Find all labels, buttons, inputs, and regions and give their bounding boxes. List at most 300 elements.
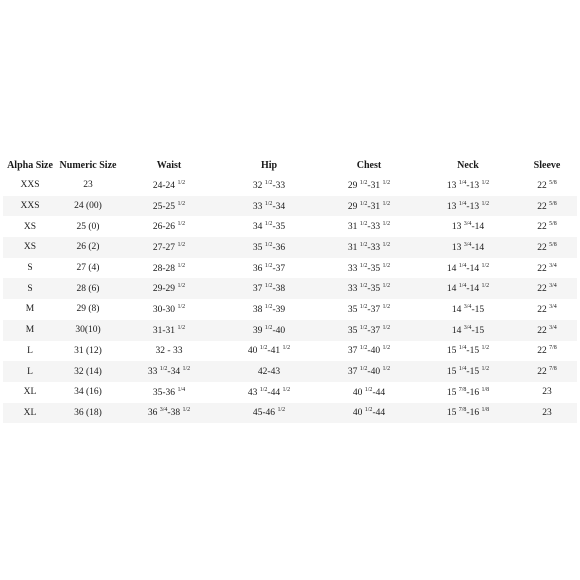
fraction-text: 1/2 [359, 366, 368, 373]
fraction-text: 5/8 [549, 200, 557, 207]
value-text: 37 [347, 367, 360, 378]
value-text: -15 [471, 304, 485, 315]
value-text: -35 [367, 263, 383, 274]
table-row [3, 361, 577, 382]
value-text: -37 [367, 304, 383, 315]
cell-chest [319, 216, 419, 237]
cell-numeric-size [57, 361, 119, 382]
cell-sleeve [517, 278, 577, 299]
fraction-text: 1/2 [364, 386, 373, 393]
cell-chest [319, 403, 419, 424]
value-text: 22 [537, 222, 550, 233]
fraction-text: 1/2 [359, 283, 368, 290]
value-text: -31 [367, 201, 383, 212]
cell-hip [219, 403, 319, 424]
value-text: 22 [537, 284, 550, 295]
value-text: 24 (00) [74, 201, 102, 212]
cell-chest [319, 237, 419, 258]
value-text: 14 [446, 284, 459, 295]
fraction-text: 5/8 [549, 241, 557, 248]
value-text: -15 [471, 325, 485, 336]
header-row [3, 155, 577, 175]
fraction-text: 1/2 [177, 241, 186, 248]
fraction-text: 1/2 [277, 407, 286, 414]
value-text: 27-27 [152, 242, 178, 253]
cell-waist [119, 237, 219, 258]
cell-numeric-size [57, 341, 119, 362]
fraction-text: 7/8 [549, 366, 557, 373]
cell-sleeve [517, 196, 577, 217]
cell-numeric-size [57, 278, 119, 299]
value-text: 22 [537, 304, 550, 315]
fraction-text: 1/2 [264, 303, 273, 310]
value-text: 30-30 [152, 304, 178, 315]
cell-alpha-size [3, 175, 57, 196]
value-text: -34 [167, 367, 183, 378]
value-text: 14 [446, 263, 459, 274]
fraction-text: 1/2 [359, 241, 368, 248]
value-text: 33 [347, 284, 360, 295]
fraction-text: 1/2 [177, 179, 186, 186]
cell-alpha-size [3, 382, 57, 403]
cell-neck [419, 216, 517, 237]
value-text: 13 [446, 180, 459, 191]
fraction-text: 1/2 [264, 179, 273, 186]
fraction-text: 3/4 [549, 324, 557, 331]
cell-alpha-size [3, 299, 57, 320]
value-text: 29-29 [152, 284, 178, 295]
fraction-text: 3/4 [549, 262, 557, 269]
value-text: 35 [252, 242, 265, 253]
value-text: 29 [347, 201, 360, 212]
cell-hip [219, 216, 319, 237]
cell-alpha-size [3, 361, 57, 382]
cell-chest [319, 320, 419, 341]
fraction-text: 1/2 [282, 345, 291, 352]
fraction-text: 1/2 [481, 179, 490, 186]
fraction-text: 1/2 [359, 179, 368, 186]
fraction-text: 1/4 [458, 262, 467, 269]
fraction-text: 1/4 [458, 179, 467, 186]
cell-chest [319, 278, 419, 299]
value-text: 43 [247, 387, 260, 398]
value-text: XS [23, 221, 37, 232]
fraction-text: 1/2 [159, 366, 168, 373]
value-text: -14 [466, 263, 482, 274]
cell-sleeve [517, 341, 577, 362]
value-text: -37 [272, 263, 286, 274]
value-text: 37 [347, 346, 360, 357]
value-text: -40 [367, 367, 383, 378]
value-text: 35 [347, 325, 360, 336]
cell-hip [219, 361, 319, 382]
cell-chest [319, 382, 419, 403]
fraction-text: 1/4 [458, 283, 467, 290]
value-text: -36 [272, 242, 286, 253]
fraction-text: 3/4 [159, 407, 168, 414]
value-text: 15 [446, 408, 459, 419]
value-text: -14 [471, 222, 485, 233]
value-text: -37 [367, 325, 383, 336]
fraction-text: 1/2 [382, 262, 391, 269]
cell-waist [119, 216, 219, 237]
cell-hip [219, 382, 319, 403]
cell-waist [119, 175, 219, 196]
header-sleeve: Sleeve [533, 159, 561, 171]
cell-hip [219, 278, 319, 299]
cell-neck [419, 175, 517, 196]
cell-sleeve [517, 175, 577, 196]
fraction-text: 1/2 [182, 366, 191, 373]
fraction-text: 1/2 [177, 221, 186, 228]
cell-alpha-size [3, 341, 57, 362]
cell-numeric-size [57, 237, 119, 258]
header-numeric-size: Numeric Size [59, 159, 117, 171]
cell-neck [419, 382, 517, 403]
cell-waist [119, 341, 219, 362]
value-text: 33 [147, 367, 160, 378]
size-chart-body [3, 175, 577, 423]
value-text: -13 [466, 180, 482, 191]
table-row [3, 341, 577, 362]
value-text: 37 [252, 284, 265, 295]
value-text: 36 [252, 263, 265, 274]
fraction-text: 1/2 [264, 262, 273, 269]
value-text: 23 [83, 180, 93, 191]
value-text: 13 [446, 201, 459, 212]
value-text: 31-31 [152, 325, 178, 336]
fraction-text: 1/4 [458, 345, 467, 352]
fraction-text: 1/2 [177, 303, 186, 310]
table-row [3, 237, 577, 258]
cell-neck [419, 299, 517, 320]
value-text: 15 [446, 387, 459, 398]
cell-chest [319, 299, 419, 320]
value-text: 30(10) [75, 325, 101, 336]
value-text: -14 [471, 242, 485, 253]
value-text: S [27, 263, 33, 274]
value-text: 34 [252, 222, 265, 233]
size-chart-header [3, 155, 577, 175]
fraction-text: 1/2 [282, 386, 291, 393]
value-text: 26-26 [152, 222, 178, 233]
table-row [3, 382, 577, 403]
fraction-text: 1/2 [259, 345, 268, 352]
fraction-text: 1/2 [382, 345, 391, 352]
fraction-text: 3/4 [463, 303, 472, 310]
fraction-text: 1/2 [359, 221, 368, 228]
value-text: 33 [347, 263, 360, 274]
cell-alpha-size [3, 237, 57, 258]
cell-waist [119, 361, 219, 382]
table-row [3, 278, 577, 299]
fraction-text: 1/2 [264, 221, 273, 228]
value-text: 40 [352, 387, 365, 398]
fraction-text: 3/4 [549, 303, 557, 310]
cell-alpha-size [3, 258, 57, 279]
cell-chest [319, 258, 419, 279]
value-text: L [27, 366, 33, 377]
value-text: 40 [352, 408, 365, 419]
cell-alpha-size [3, 403, 57, 424]
cell-chest [319, 196, 419, 217]
value-text: 31 [347, 242, 360, 253]
fraction-text: 1/2 [364, 407, 373, 414]
fraction-text: 1/2 [182, 407, 191, 414]
fraction-text: 1/4 [458, 366, 467, 373]
value-text: 14 [451, 304, 464, 315]
value-text: -44 [372, 387, 386, 398]
fraction-text: 1/2 [359, 345, 368, 352]
cell-sleeve [517, 299, 577, 320]
table-row [3, 196, 577, 217]
cell-numeric-size [57, 175, 119, 196]
cell-neck [419, 278, 517, 299]
cell-neck [419, 341, 517, 362]
value-text: M [25, 325, 35, 336]
value-text: 24-24 [152, 180, 178, 191]
table-row [3, 299, 577, 320]
value-text: 13 [451, 242, 464, 253]
cell-alpha-size [3, 196, 57, 217]
value-text: M [25, 304, 35, 315]
cell-alpha-size [3, 216, 57, 237]
fraction-text: 1/2 [359, 200, 368, 207]
value-text: -15 [466, 367, 482, 378]
cell-chest [319, 361, 419, 382]
value-text: -13 [466, 201, 482, 212]
value-text: 36 [147, 408, 160, 419]
fraction-text: 1/2 [481, 200, 490, 207]
fraction-text: 1/2 [382, 241, 391, 248]
cell-numeric-size [57, 258, 119, 279]
fraction-text: 1/2 [264, 324, 273, 331]
cell-hip [219, 237, 319, 258]
table-row [3, 216, 577, 237]
value-text: 27 (4) [76, 263, 100, 274]
cell-neck [419, 237, 517, 258]
header-waist: Waist [156, 159, 182, 171]
table-row [3, 175, 577, 196]
fraction-text: 1/2 [359, 303, 368, 310]
value-text: -38 [272, 284, 286, 295]
cell-sleeve [517, 216, 577, 237]
value-text: 39 [252, 325, 265, 336]
value-text: 25 (0) [76, 221, 100, 232]
fraction-text: 7/8 [549, 345, 557, 352]
value-text: 35-36 [152, 387, 178, 398]
value-text: 32 (14) [74, 366, 102, 377]
cell-hip [219, 258, 319, 279]
fraction-text: 1/2 [382, 303, 391, 310]
value-text: 45-46 [252, 408, 278, 419]
value-text: 32 - 33 [155, 345, 183, 356]
table-row [3, 258, 577, 279]
cell-hip [219, 299, 319, 320]
cell-sleeve [517, 237, 577, 258]
header-neck: Neck [457, 159, 479, 171]
fraction-text: 1/2 [481, 345, 490, 352]
fraction-text: 7/8 [458, 407, 467, 414]
cell-neck [419, 403, 517, 424]
value-text: 28 (6) [76, 283, 100, 294]
fraction-text: 1/2 [359, 262, 368, 269]
value-text: 33 [252, 201, 265, 212]
value-text: 38 [252, 304, 265, 315]
value-text: -35 [367, 284, 383, 295]
value-text: -33 [367, 242, 383, 253]
table-row [3, 320, 577, 341]
fraction-text: 1/2 [264, 241, 273, 248]
value-text: 40 [247, 346, 260, 357]
value-text: XL [23, 407, 37, 418]
fraction-text: 1/8 [481, 386, 490, 393]
fraction-text: 1/2 [382, 179, 391, 186]
table-row [3, 403, 577, 424]
cell-neck [419, 196, 517, 217]
cell-numeric-size [57, 403, 119, 424]
value-text: 14 [451, 325, 464, 336]
cell-numeric-size [57, 320, 119, 341]
cell-waist [119, 382, 219, 403]
value-text: 22 [537, 346, 550, 357]
cell-waist [119, 320, 219, 341]
cell-sleeve [517, 403, 577, 424]
value-text: XXS [20, 201, 40, 212]
value-text: S [27, 283, 33, 294]
value-text: 22 [537, 201, 550, 212]
fraction-text: 1/2 [382, 221, 391, 228]
value-text: 22 [537, 325, 550, 336]
value-text: 34 (16) [74, 387, 102, 398]
fraction-text: 1/2 [264, 200, 273, 207]
value-text: 22 [537, 263, 550, 274]
fraction-text: 1/8 [481, 407, 490, 414]
value-text: -44 [372, 408, 386, 419]
cell-waist [119, 258, 219, 279]
cell-waist [119, 403, 219, 424]
value-text: 22 [537, 180, 550, 191]
value-text: 26 (2) [76, 242, 100, 253]
fraction-text: 1/2 [177, 283, 186, 290]
fraction-text: 5/8 [549, 179, 557, 186]
fraction-text: 7/8 [458, 386, 467, 393]
value-text: XXS [20, 180, 40, 191]
value-text: -38 [167, 408, 183, 419]
value-text: 22 [537, 242, 550, 253]
value-text: -44 [267, 387, 283, 398]
value-text: 32 [252, 180, 265, 191]
cell-neck [419, 320, 517, 341]
value-text: -34 [272, 201, 286, 212]
size-chart-table [3, 155, 577, 423]
header-hip: Hip [260, 159, 278, 171]
fraction-text: 1/2 [382, 324, 391, 331]
cell-waist [119, 299, 219, 320]
value-text: 13 [451, 222, 464, 233]
fraction-text: 1/2 [382, 366, 391, 373]
fraction-text: 1/4 [458, 200, 467, 207]
fraction-text: 1/2 [481, 283, 490, 290]
fraction-text: 1/2 [177, 200, 186, 207]
cell-hip [219, 320, 319, 341]
fraction-text: 1/2 [264, 283, 273, 290]
cell-sleeve [517, 361, 577, 382]
value-text: 15 [446, 367, 459, 378]
cell-neck [419, 361, 517, 382]
value-text: -40 [367, 346, 383, 357]
value-text: XS [23, 242, 37, 253]
cell-numeric-size [57, 299, 119, 320]
value-text: 25-25 [152, 201, 178, 212]
fraction-text: 1/2 [359, 324, 368, 331]
value-text: 29 (8) [76, 304, 100, 315]
value-text: -31 [367, 180, 383, 191]
cell-sleeve [517, 382, 577, 403]
fraction-text: 3/4 [463, 324, 472, 331]
cell-waist [119, 278, 219, 299]
cell-sleeve [517, 320, 577, 341]
value-text: -16 [466, 387, 482, 398]
value-text: XL [23, 387, 37, 398]
value-text: -41 [267, 346, 283, 357]
header-chest: Chest [356, 159, 382, 171]
cell-sleeve [517, 258, 577, 279]
cell-alpha-size [3, 278, 57, 299]
value-text: 15 [446, 346, 459, 357]
cell-numeric-size [57, 196, 119, 217]
cell-hip [219, 341, 319, 362]
cell-hip [219, 175, 319, 196]
value-text: 35 [347, 304, 360, 315]
fraction-text: 3/4 [463, 241, 472, 248]
cell-numeric-size [57, 216, 119, 237]
fraction-text: 1/2 [382, 200, 391, 207]
value-text: -16 [466, 408, 482, 419]
cell-chest [319, 341, 419, 362]
value-text: 31 (12) [74, 345, 102, 356]
header-alpha-size: Alpha Size [7, 159, 53, 171]
cell-waist [119, 196, 219, 217]
cell-alpha-size [3, 320, 57, 341]
fraction-text: 1/2 [259, 386, 268, 393]
cell-hip [219, 196, 319, 217]
fraction-text: 1/4 [177, 386, 186, 393]
fraction-text: 1/2 [382, 283, 391, 290]
cell-neck [419, 258, 517, 279]
value-text: 29 [347, 180, 360, 191]
value-text: -15 [466, 346, 482, 357]
value-text: 23 [542, 407, 552, 418]
fraction-text: 3/4 [549, 283, 557, 290]
value-text: -35 [272, 222, 286, 233]
value-text: 22 [537, 367, 550, 378]
value-text: -39 [272, 304, 286, 315]
fraction-text: 1/2 [481, 262, 490, 269]
value-text: 36 (18) [74, 407, 102, 418]
cell-chest [319, 175, 419, 196]
value-text: L [27, 345, 33, 356]
fraction-text: 5/8 [549, 221, 557, 228]
value-text: -33 [367, 222, 383, 233]
fraction-text: 1/2 [177, 324, 186, 331]
value-text: 23 [542, 387, 552, 398]
value-text: -33 [272, 180, 286, 191]
value-text: -14 [466, 284, 482, 295]
value-text: 28-28 [152, 263, 178, 274]
cell-numeric-size [57, 382, 119, 403]
value-text: 42-43 [257, 366, 281, 377]
